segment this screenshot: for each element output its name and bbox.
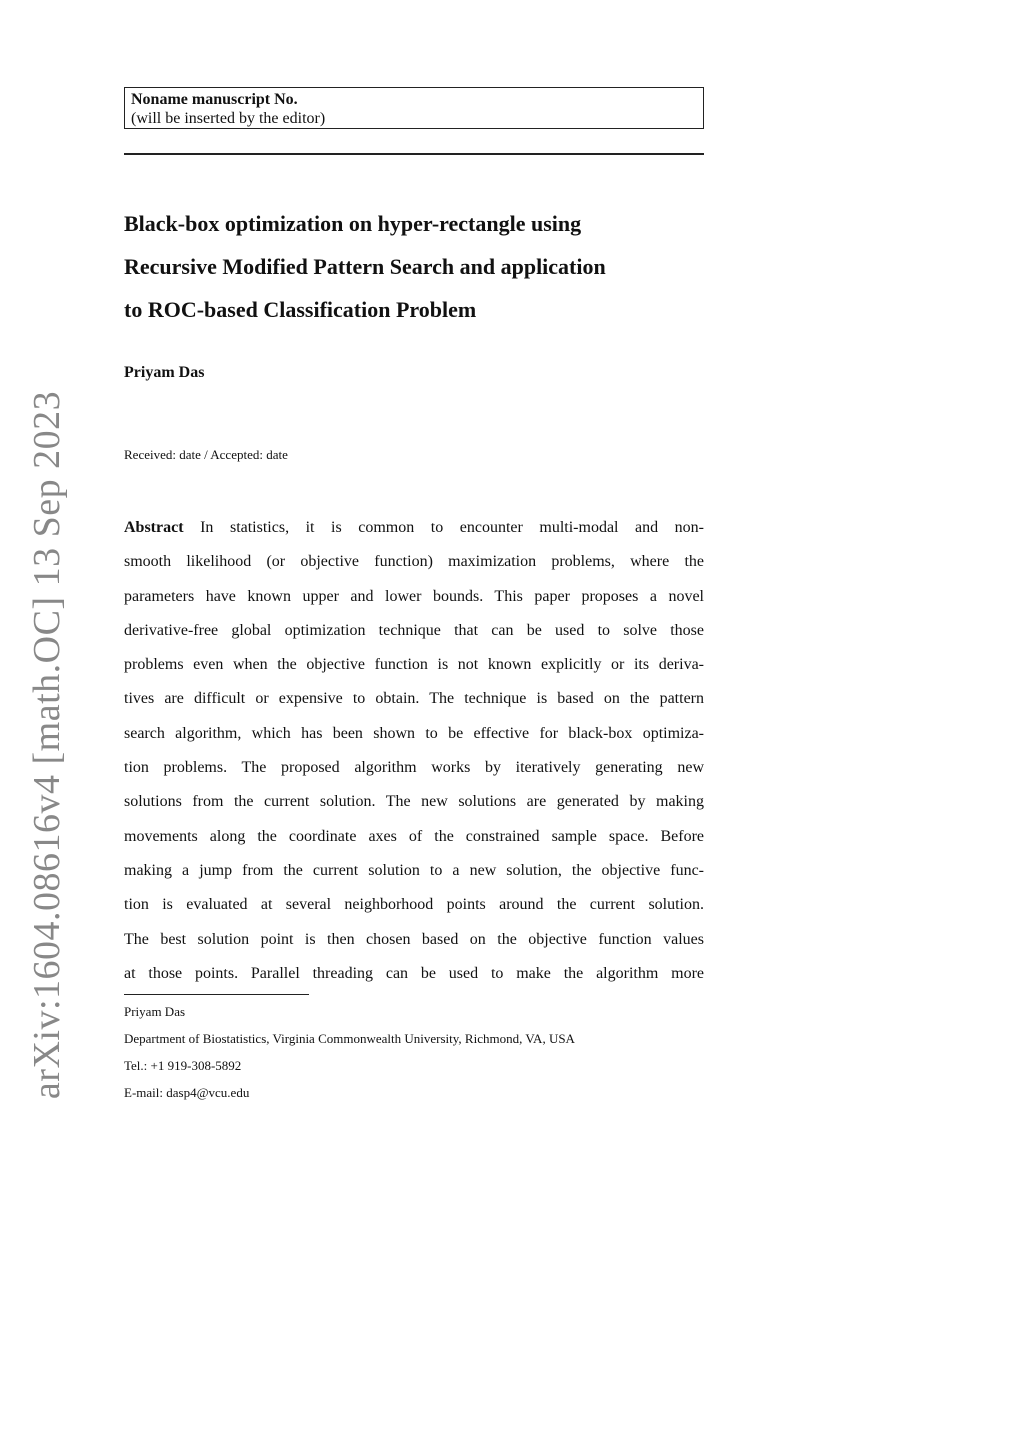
abstract-line: at those points. Parallel threading can be used to make the algorithm more: [124, 964, 704, 982]
abstract-line: smooth likelihood (or objective function) maximization problems, where the: [124, 553, 704, 571]
abstract-label: Abstract: [124, 519, 184, 536]
manuscript-note: (will be inserted by the editor): [131, 110, 326, 127]
abstract-line: making a jump from the current solution to a new solution, the objective func-: [124, 861, 704, 879]
received-accepted-dates: Received: date / Accepted: date: [124, 447, 288, 462]
footnote-affiliation: Department of Biostatistics, Virginia Commonwealth University, Richmond, VA, USA: [124, 1031, 575, 1046]
footnote-rule: [124, 994, 309, 995]
manuscript-info-box: [124, 87, 704, 129]
title-line: Black-box optimization on hyper-rectangle using: [124, 211, 582, 236]
footnote-name: Priyam Das: [124, 1004, 186, 1019]
footnote-email: E-mail: dasp4@vcu.edu: [124, 1085, 250, 1100]
arxiv-stamp: arXiv:1604.08616v4 [math.OC] 13 Sep 2023: [26, 390, 68, 1100]
paper-title: [124, 202, 724, 331]
abstract-line: [124, 511, 704, 545]
author-name: Priyam Das: [124, 364, 205, 381]
footnote-telephone: Tel.: +1 919-308-5892: [124, 1058, 242, 1073]
abstract: [124, 511, 704, 991]
title-line: to ROC-based Classification Problem: [124, 297, 477, 322]
abstract-line: tives are difficult or expensive to obtain. The technique is based on the pattern: [124, 690, 704, 708]
abstract-line: tion is evaluated at several neighborhood points around the current solution.: [124, 896, 704, 914]
abstract-line: movements along the coordinate axes of the constrained sample space. Before: [124, 827, 704, 845]
abstract-line: problems even when the objective function is not known explicitly or its deriva-: [124, 656, 704, 674]
title-line: Recursive Modified Pattern Search and application: [124, 254, 606, 279]
abstract-line: solutions from the current solution. The new solutions are generated by making: [124, 793, 704, 811]
abstract-line: derivative-free global optimization technique that can be used to solve those: [124, 621, 704, 639]
abstract-line: tion problems. The proposed algorithm works by iteratively generating new: [124, 759, 704, 777]
abstract-line: parameters have known upper and lower bounds. This paper proposes a novel: [124, 587, 704, 605]
author-footnote: [124, 998, 575, 1106]
abstract-line: search algorithm, which has been shown to be effective for black-box optimiza-: [124, 724, 704, 742]
abstract-first-line: In statistics, it is common to encounter multi-modal and non-: [200, 519, 705, 536]
manuscript-title: Noname manuscript No.: [131, 91, 298, 108]
abstract-line: The best solution point is then chosen based on the objective function values: [124, 930, 704, 948]
header-rule: [124, 153, 704, 155]
